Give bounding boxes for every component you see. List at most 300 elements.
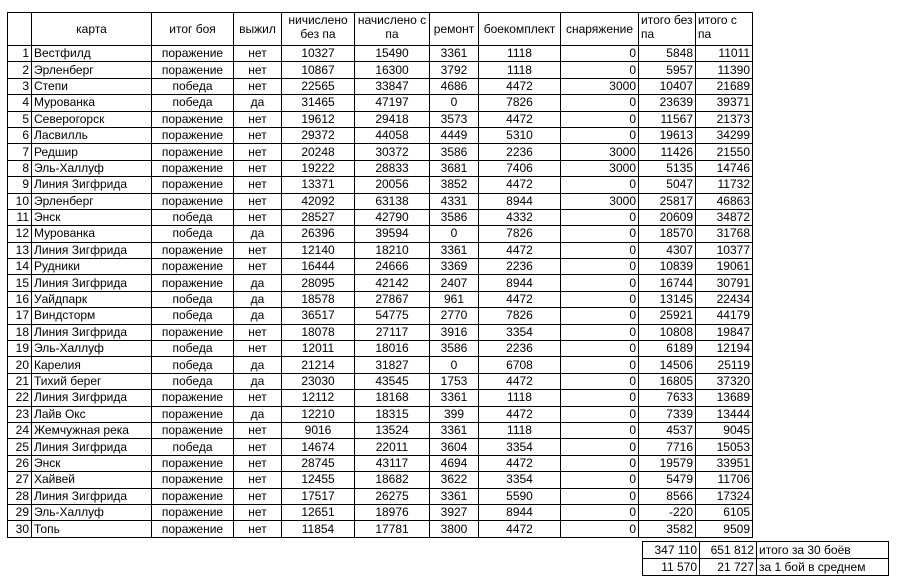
cell-equipment: 0: [561, 226, 639, 242]
cell-ammo: 7826: [479, 95, 561, 111]
cell-credited-no-pa: 12112: [282, 390, 355, 406]
cell-map: Тихий берег: [32, 373, 152, 389]
cell-total-pa: 21550: [696, 144, 753, 160]
cell-repair: 399: [430, 406, 479, 422]
cell-total-no-pa: 7716: [639, 439, 696, 455]
cell-survived: нет: [234, 504, 282, 520]
cell-credited-pa: 17781: [355, 521, 430, 537]
header-ammo: боекомплект: [479, 13, 561, 46]
cell-total-no-pa: 25921: [639, 308, 696, 324]
cell-survived: нет: [234, 521, 282, 537]
cell-credited-no-pa: 14674: [282, 439, 355, 455]
battle-results-table: [7, 12, 753, 538]
avg-no-pa: 11 570: [643, 559, 700, 576]
cell-survived: нет: [234, 62, 282, 78]
cell-map: Мурованка: [32, 95, 152, 111]
cell-ammo: 2236: [479, 341, 561, 357]
cell-total-pa: 17324: [696, 488, 753, 504]
cell-equipment: 0: [561, 373, 639, 389]
table-row: [8, 259, 753, 275]
cell-total-pa: 44179: [696, 308, 753, 324]
table-row: [8, 242, 753, 258]
cell-result: победа: [152, 308, 234, 324]
cell-total-pa: 19061: [696, 259, 753, 275]
header-credited-pa: начислено с па: [355, 13, 430, 46]
table-row: [8, 46, 753, 62]
cell-ammo: 4472: [479, 455, 561, 471]
header-index: [8, 13, 32, 46]
cell-total-no-pa: 19579: [639, 455, 696, 471]
cell-equipment: 0: [561, 275, 639, 291]
cell-total-pa: 33951: [696, 455, 753, 471]
cell-survived: да: [234, 406, 282, 422]
cell-total-pa: 6105: [696, 504, 753, 520]
cell-repair: 3586: [430, 341, 479, 357]
cell-total-pa: 37320: [696, 373, 753, 389]
cell-repair: 3586: [430, 144, 479, 160]
table-row: [8, 127, 753, 143]
cell-index: 20: [8, 357, 32, 373]
cell-repair: 4331: [430, 193, 479, 209]
cell-total-no-pa: 25817: [639, 193, 696, 209]
cell-index: 12: [8, 226, 32, 242]
cell-repair: 3369: [430, 259, 479, 275]
cell-result: поражение: [152, 46, 234, 62]
cell-total-pa: 9045: [696, 422, 753, 438]
cell-total-pa: 15053: [696, 439, 753, 455]
cell-result: поражение: [152, 390, 234, 406]
cell-total-no-pa: 5479: [639, 472, 696, 488]
table-row: [8, 226, 753, 242]
cell-credited-pa: 43545: [355, 373, 430, 389]
cell-index: 2: [8, 62, 32, 78]
cell-map: Эль-Халлуф: [32, 504, 152, 520]
cell-survived: нет: [234, 78, 282, 94]
header-row: [8, 13, 753, 46]
table-row: [8, 341, 753, 357]
cell-ammo: 3354: [479, 324, 561, 340]
table-row: [8, 521, 753, 537]
cell-equipment: 3000: [561, 160, 639, 176]
cell-survived: нет: [234, 439, 282, 455]
cell-index: 6: [8, 127, 32, 143]
table-row: [8, 357, 753, 373]
cell-survived: да: [234, 226, 282, 242]
cell-index: 22: [8, 390, 32, 406]
cell-result: победа: [152, 439, 234, 455]
cell-equipment: 3000: [561, 193, 639, 209]
cell-index: 27: [8, 472, 32, 488]
cell-total-pa: 34872: [696, 209, 753, 225]
cell-equipment: 0: [561, 406, 639, 422]
table-row: [8, 324, 753, 340]
cell-ammo: 4472: [479, 521, 561, 537]
cell-credited-no-pa: 18578: [282, 291, 355, 307]
cell-result: победа: [152, 357, 234, 373]
cell-repair: 3361: [430, 422, 479, 438]
cell-credited-pa: 63138: [355, 193, 430, 209]
cell-repair: 4449: [430, 127, 479, 143]
cell-index: 18: [8, 324, 32, 340]
cell-index: 28: [8, 488, 32, 504]
cell-repair: 3927: [430, 504, 479, 520]
cell-survived: нет: [234, 111, 282, 127]
cell-total-pa: 25119: [696, 357, 753, 373]
cell-equipment: 0: [561, 472, 639, 488]
cell-map: Степи: [32, 78, 152, 94]
cell-total-pa: 14746: [696, 160, 753, 176]
cell-total-no-pa: 7339: [639, 406, 696, 422]
header-total-no-pa: итого без па: [639, 13, 696, 46]
cell-survived: нет: [234, 422, 282, 438]
cell-index: 19: [8, 341, 32, 357]
cell-ammo: 8944: [479, 275, 561, 291]
cell-repair: 3622: [430, 472, 479, 488]
cell-equipment: 0: [561, 455, 639, 471]
cell-total-no-pa: 3582: [639, 521, 696, 537]
cell-map: Эль-Халлуф: [32, 341, 152, 357]
cell-repair: 3681: [430, 160, 479, 176]
total-sum-label: итого за 30 боёв: [757, 542, 889, 559]
cell-map: Топь: [32, 521, 152, 537]
cell-ammo: 4472: [479, 373, 561, 389]
cell-credited-no-pa: 19612: [282, 111, 355, 127]
cell-index: 13: [8, 242, 32, 258]
cell-credited-pa: 27117: [355, 324, 430, 340]
cell-total-no-pa: 5135: [639, 160, 696, 176]
cell-total-pa: 9509: [696, 521, 753, 537]
cell-total-no-pa: 4537: [639, 422, 696, 438]
cell-result: поражение: [152, 521, 234, 537]
cell-map: Линия Зигфрида: [32, 275, 152, 291]
cell-ammo: 1118: [479, 62, 561, 78]
cell-result: победа: [152, 209, 234, 225]
cell-map: Жемчужная река: [32, 422, 152, 438]
cell-credited-no-pa: 21214: [282, 357, 355, 373]
cell-credited-no-pa: 36517: [282, 308, 355, 324]
cell-ammo: 3354: [479, 439, 561, 455]
cell-total-pa: 22434: [696, 291, 753, 307]
cell-equipment: 0: [561, 504, 639, 520]
cell-ammo: 4472: [479, 177, 561, 193]
cell-total-no-pa: 4307: [639, 242, 696, 258]
avg-pa: 21 727: [700, 559, 757, 576]
table-row: [8, 144, 753, 160]
cell-credited-pa: 24666: [355, 259, 430, 275]
cell-equipment: 0: [561, 324, 639, 340]
cell-credited-no-pa: 23030: [282, 373, 355, 389]
cell-repair: 3604: [430, 439, 479, 455]
cell-credited-pa: 18976: [355, 504, 430, 520]
cell-survived: да: [234, 308, 282, 324]
cell-map: Вестфилд: [32, 46, 152, 62]
cell-survived: нет: [234, 209, 282, 225]
cell-total-pa: 21689: [696, 78, 753, 94]
cell-total-no-pa: 5848: [639, 46, 696, 62]
cell-total-no-pa: 11426: [639, 144, 696, 160]
cell-index: 17: [8, 308, 32, 324]
cell-repair: 2770: [430, 308, 479, 324]
cell-result: поражение: [152, 472, 234, 488]
cell-equipment: 0: [561, 439, 639, 455]
cell-equipment: 0: [561, 422, 639, 438]
cell-total-no-pa: 20609: [639, 209, 696, 225]
cell-total-pa: 34299: [696, 127, 753, 143]
cell-total-no-pa: 7633: [639, 390, 696, 406]
cell-ammo: 8944: [479, 504, 561, 520]
cell-credited-pa: 28833: [355, 160, 430, 176]
cell-total-pa: 31768: [696, 226, 753, 242]
header-equipment: снаряжение: [561, 13, 639, 46]
table-row: [8, 455, 753, 471]
cell-ammo: 4472: [479, 78, 561, 94]
header-map: карта: [32, 13, 152, 46]
cell-ammo: 4472: [479, 111, 561, 127]
cell-survived: нет: [234, 390, 282, 406]
cell-map: Линия Зигфрида: [32, 488, 152, 504]
cell-repair: 1753: [430, 373, 479, 389]
cell-repair: 3586: [430, 209, 479, 225]
cell-total-no-pa: 13145: [639, 291, 696, 307]
cell-credited-pa: 20056: [355, 177, 430, 193]
cell-credited-pa: 39594: [355, 226, 430, 242]
cell-survived: нет: [234, 341, 282, 357]
cell-result: победа: [152, 226, 234, 242]
cell-total-no-pa: 19613: [639, 127, 696, 143]
cell-total-no-pa: 5957: [639, 62, 696, 78]
cell-map: Виндсторм: [32, 308, 152, 324]
cell-ammo: 5310: [479, 127, 561, 143]
total-sum-pa: 651 812: [700, 542, 757, 559]
cell-ammo: 7826: [479, 308, 561, 324]
cell-map: Энск: [32, 209, 152, 225]
cell-total-no-pa: 10407: [639, 78, 696, 94]
cell-repair: 3361: [430, 46, 479, 62]
cell-index: 9: [8, 177, 32, 193]
cell-credited-pa: 43117: [355, 455, 430, 471]
table-row: [8, 373, 753, 389]
cell-equipment: 0: [561, 308, 639, 324]
cell-equipment: 0: [561, 291, 639, 307]
cell-result: поражение: [152, 259, 234, 275]
cell-total-no-pa: 11567: [639, 111, 696, 127]
cell-survived: да: [234, 373, 282, 389]
header-survived: выжил: [234, 13, 282, 46]
cell-index: 24: [8, 422, 32, 438]
cell-ammo: 4472: [479, 291, 561, 307]
cell-repair: 3852: [430, 177, 479, 193]
cell-survived: нет: [234, 144, 282, 160]
cell-credited-no-pa: 22565: [282, 78, 355, 94]
cell-credited-no-pa: 12011: [282, 341, 355, 357]
totals-row: [643, 542, 889, 559]
cell-result: победа: [152, 373, 234, 389]
cell-repair: 4694: [430, 455, 479, 471]
cell-total-pa: 12194: [696, 341, 753, 357]
cell-map: Ласвилль: [32, 127, 152, 143]
cell-result: поражение: [152, 193, 234, 209]
cell-survived: да: [234, 291, 282, 307]
cell-total-no-pa: 16805: [639, 373, 696, 389]
cell-repair: 3916: [430, 324, 479, 340]
table-row: [8, 111, 753, 127]
cell-total-no-pa: 10839: [639, 259, 696, 275]
cell-result: победа: [152, 291, 234, 307]
cell-result: поражение: [152, 422, 234, 438]
cell-equipment: 0: [561, 521, 639, 537]
cell-map: Эрленберг: [32, 62, 152, 78]
cell-ammo: 6708: [479, 357, 561, 373]
cell-survived: нет: [234, 472, 282, 488]
table-row: [8, 422, 753, 438]
cell-equipment: 0: [561, 177, 639, 193]
cell-ammo: 2236: [479, 144, 561, 160]
cell-total-no-pa: -220: [639, 504, 696, 520]
cell-total-pa: 19847: [696, 324, 753, 340]
cell-credited-pa: 18168: [355, 390, 430, 406]
cell-credited-no-pa: 28527: [282, 209, 355, 225]
cell-total-pa: 10377: [696, 242, 753, 258]
cell-credited-pa: 18210: [355, 242, 430, 258]
cell-ammo: 4332: [479, 209, 561, 225]
cell-map: Линия Зигфрида: [32, 439, 152, 455]
cell-credited-no-pa: 10867: [282, 62, 355, 78]
cell-repair: 4686: [430, 78, 479, 94]
header-result: итог боя: [152, 13, 234, 46]
cell-result: поражение: [152, 160, 234, 176]
table-row: [8, 488, 753, 504]
cell-total-pa: 11390: [696, 62, 753, 78]
cell-result: поражение: [152, 488, 234, 504]
cell-survived: да: [234, 95, 282, 111]
cell-result: поражение: [152, 324, 234, 340]
cell-repair: 3361: [430, 242, 479, 258]
cell-total-no-pa: 5047: [639, 177, 696, 193]
cell-index: 5: [8, 111, 32, 127]
cell-equipment: 0: [561, 341, 639, 357]
cell-credited-pa: 18016: [355, 341, 430, 357]
table-row: [8, 275, 753, 291]
cell-credited-no-pa: 9016: [282, 422, 355, 438]
cell-index: 16: [8, 291, 32, 307]
total-sum-no-pa: 347 110: [643, 542, 700, 559]
header-credited-no-pa: ничислено без па: [282, 13, 355, 46]
cell-credited-no-pa: 19222: [282, 160, 355, 176]
cell-result: поражение: [152, 455, 234, 471]
cell-survived: да: [234, 275, 282, 291]
cell-credited-pa: 18682: [355, 472, 430, 488]
cell-index: 30: [8, 521, 32, 537]
cell-result: победа: [152, 78, 234, 94]
cell-credited-pa: 26275: [355, 488, 430, 504]
cell-repair: 2407: [430, 275, 479, 291]
cell-ammo: 4472: [479, 406, 561, 422]
cell-credited-pa: 30372: [355, 144, 430, 160]
cell-index: 15: [8, 275, 32, 291]
cell-survived: нет: [234, 46, 282, 62]
cell-credited-pa: 29418: [355, 111, 430, 127]
cell-credited-pa: 15490: [355, 46, 430, 62]
cell-total-no-pa: 18570: [639, 226, 696, 242]
cell-equipment: 3000: [561, 144, 639, 160]
cell-index: 25: [8, 439, 32, 455]
cell-index: 8: [8, 160, 32, 176]
cell-survived: нет: [234, 455, 282, 471]
cell-total-no-pa: 10808: [639, 324, 696, 340]
cell-credited-pa: 27867: [355, 291, 430, 307]
cell-ammo: 1118: [479, 422, 561, 438]
cell-credited-no-pa: 28095: [282, 275, 355, 291]
cell-total-pa: 11706: [696, 472, 753, 488]
table-row: [8, 308, 753, 324]
cell-equipment: 0: [561, 259, 639, 275]
cell-ammo: 7826: [479, 226, 561, 242]
cell-credited-no-pa: 12140: [282, 242, 355, 258]
cell-equipment: 0: [561, 390, 639, 406]
cell-total-pa: 11732: [696, 177, 753, 193]
cell-result: поражение: [152, 406, 234, 422]
cell-result: поражение: [152, 275, 234, 291]
cell-index: 7: [8, 144, 32, 160]
cell-map: Мурованка: [32, 226, 152, 242]
cell-ammo: 1118: [479, 390, 561, 406]
cell-credited-no-pa: 26396: [282, 226, 355, 242]
table-row: [8, 390, 753, 406]
cell-survived: да: [234, 357, 282, 373]
cell-credited-pa: 16300: [355, 62, 430, 78]
average-row: [643, 559, 889, 576]
cell-index: 26: [8, 455, 32, 471]
cell-credited-pa: 54775: [355, 308, 430, 324]
cell-credited-pa: 13524: [355, 422, 430, 438]
cell-index: 10: [8, 193, 32, 209]
cell-index: 4: [8, 95, 32, 111]
cell-map: Уайдпарк: [32, 291, 152, 307]
avg-label: за 1 бой в среднем: [757, 559, 889, 576]
cell-credited-no-pa: 29372: [282, 127, 355, 143]
cell-map: Энск: [32, 455, 152, 471]
cell-credited-no-pa: 20248: [282, 144, 355, 160]
header-repair: ремонт: [430, 13, 479, 46]
cell-map: Лайв Окс: [32, 406, 152, 422]
cell-ammo: 5590: [479, 488, 561, 504]
cell-credited-pa: 31827: [355, 357, 430, 373]
cell-survived: нет: [234, 488, 282, 504]
table-row: [8, 291, 753, 307]
table-row: [8, 193, 753, 209]
cell-map: Северогорск: [32, 111, 152, 127]
cell-survived: нет: [234, 160, 282, 176]
cell-equipment: 0: [561, 46, 639, 62]
cell-survived: нет: [234, 177, 282, 193]
cell-repair: 3361: [430, 488, 479, 504]
cell-map: Линия Зигфрида: [32, 390, 152, 406]
table-row: [8, 439, 753, 455]
cell-credited-pa: 33847: [355, 78, 430, 94]
cell-repair: 0: [430, 357, 479, 373]
cell-index: 3: [8, 78, 32, 94]
table-row: [8, 78, 753, 94]
cell-repair: 0: [430, 226, 479, 242]
table-row: [8, 95, 753, 111]
cell-result: поражение: [152, 144, 234, 160]
cell-repair: 3573: [430, 111, 479, 127]
cell-map: Хайвей: [32, 472, 152, 488]
cell-credited-no-pa: 31465: [282, 95, 355, 111]
cell-ammo: 7406: [479, 160, 561, 176]
table-row: [8, 177, 753, 193]
cell-ammo: 4472: [479, 242, 561, 258]
